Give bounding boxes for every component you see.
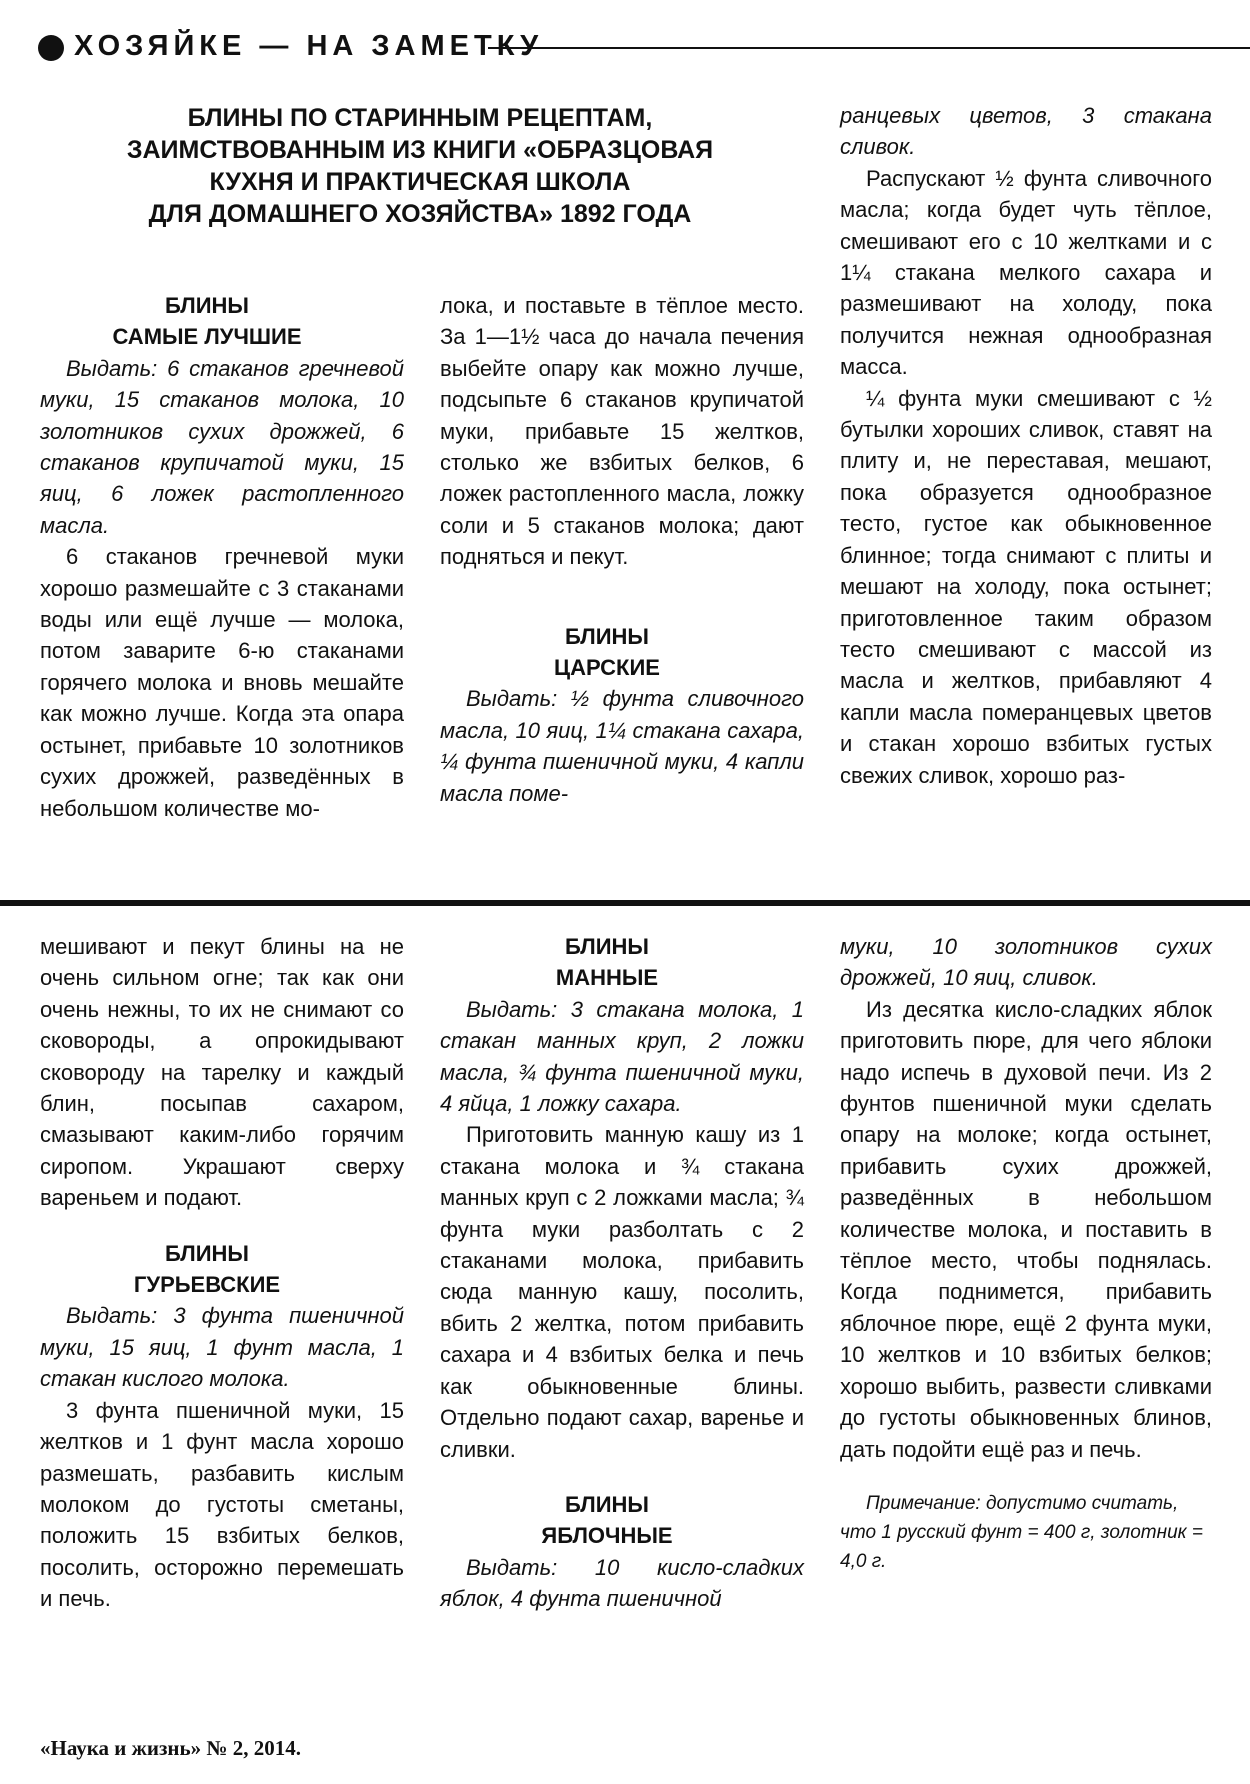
- article-title-line: ЗАИМСТВОВАННЫМ ИЗ КНИГИ «ОБРАЗЦОВАЯ: [126, 136, 714, 164]
- recipe-text: Распускают ½ фунта сливочного масла; когда будет чуть тёплое, смешивают его с 10 желтками и с 1¼ стакана мелкого сахара и размешивают на холоду, пока получится нежная однообразная масса.: [840, 165, 1212, 380]
- recipe-text: 3 фунта пшеничной муки, 15 желтков и 1 фунт масла хорошо размешать, разбавить кислым молоком до густоты сметаны, положить 15 взбитых белков, посолить, осторожно перемешать и печь.: [40, 1397, 404, 1612]
- column-top-3: [840, 100, 1212, 791]
- column-top-1: [40, 290, 404, 824]
- recipe-text: Из десятка кисло-сладких яблок приготовить пюре, для чего яблоки надо испечь в духовой печи. Из 2 фунтов пшеничной муки сделать опару на молоке; когда остынет, прибавить сухих дрожжей, разведённых в небольшом количестве молока, и поставить в тёплое место, чтобы поднялась. Когда поднимется, прибавить яблочное пюре, ещё 2 фунта муки, 10 желтков и 10 взбитых белков; хорошо выбить, развести сливками до густоты обыкновенных блинов, дать подойти ещё раз и печь.: [840, 996, 1212, 1462]
- article-title: [40, 102, 800, 230]
- recipe-text: ¼ фунта муки смешивают с ½ бутылки хороших сливок, ставят на плиту и, не переставая, мешают, пока образуется однообразное тесто, густое как обыкновенное блинное; тогда снимают с плиты и мешают на холоду, пока остынет; приготовленное таким образом тесто смешивают с массой из масла и желтков, прибавляют 4 капли масла померанцевых цветов и стакан хорошо взбитых густых свежих сливок, хорошо раз-: [840, 385, 1212, 788]
- recipe-text: лока, и поставьте в тёплое место. За 1—1½ часа до начала печения выбейте опару как можно лучше, подсыпьте 6 стаканов крупичатой муки, прибавьте 15 желтков, столько же взбитых белков, 6 ложек растопленного масла, ложку соли и 5 стаканов молока; дают подняться и пекут.: [440, 293, 804, 570]
- spacer: [40, 1214, 404, 1238]
- recipe-heading: [40, 1238, 404, 1301]
- bullet-dot-icon: [38, 35, 64, 61]
- recipe-heading: [440, 621, 804, 684]
- column-bottom-2: [440, 931, 804, 1615]
- column-top-2: [440, 290, 804, 809]
- rubric-header: [38, 28, 1250, 68]
- recipe-heading-line: БЛИНЫ: [565, 623, 649, 649]
- section-divider: [0, 900, 1250, 906]
- recipe-heading-line: БЛИНЫ: [165, 1240, 249, 1266]
- spacer: [440, 1465, 804, 1489]
- recipe-heading: [440, 1489, 804, 1552]
- recipe-heading-line: БЛИНЫ: [565, 934, 649, 959]
- header-rule: [488, 47, 1250, 49]
- column-bottom-1: [40, 931, 404, 1615]
- column-bottom-3: [840, 931, 1212, 1576]
- recipe-heading-line: САМЫЕ ЛУЧШИЕ: [112, 324, 302, 350]
- recipe-heading-line: МАННЫЕ: [555, 965, 659, 991]
- recipe-heading-line: ГУРЬЕВСКИЕ: [133, 1272, 281, 1298]
- recipe-text: мешивают и пекут блины на не очень сильном огне; так как они очень нежны, то их не снимают со сковороды, а опрокидывают сковороду на тарелку и каждый блин, посыпав сахаром, смазывают каким-либо горячим сиропом. Украшают сверху вареньем и подают.: [40, 934, 404, 1211]
- recipe-ingredients: ранцевых цветов, 3 стакана сливок.: [840, 103, 1212, 160]
- magazine-footer: «Наука и жизнь» № 2, 2014.: [40, 1736, 301, 1760]
- recipe-ingredients: Выдать: 6 стаканов гречневой муки, 15 стаканов молока, 10 золотников сухих дрожжей, 6 стаканов крупичатой муки, 15 яиц, 6 ложек растопленного масла.: [40, 355, 404, 538]
- recipe-ingredients: муки, 10 золотников сухих дрожжей, 10 яиц, сливок.: [840, 934, 1212, 991]
- spacer: [440, 573, 804, 621]
- article-title-line: ДЛЯ ДОМАШНЕГО ХОЗЯЙСТВА» 1892 ГОДА: [148, 200, 692, 228]
- recipe-heading-line: БЛИНЫ: [165, 293, 249, 318]
- recipe-heading: [40, 290, 404, 353]
- article-title-line: КУХНЯ И ПРАКТИЧЕСКАЯ ШКОЛА: [209, 168, 631, 196]
- recipe-heading-line: БЛИНЫ: [565, 1491, 649, 1517]
- recipe-text: Приготовить манную кашу из 1 стакана молока и ¾ стакана манных круп с 2 ложками масла; ¾ фунта муки разболтать с 2 стаканами молока, прибавить сюда манную кашу, посолить, вбить 2 желтка, потом прибавить сахара и 4 взбитых белка и печь как обыкновенные блины. Отдельно подают сахар, варенье и сливки.: [440, 1122, 804, 1462]
- rubric-title: ХОЗЯЙКЕ — НА ЗАМЕТКУ: [74, 30, 544, 62]
- recipe-heading-line: ЯБЛОЧНЫЕ: [541, 1523, 673, 1549]
- recipe-ingredients: Выдать: 10 кисло-сладких яблок, 4 фунта пшеничной: [440, 1554, 804, 1612]
- recipe-ingredients: Выдать: ½ фунта сливочного масла, 10 яиц, 1¼ стакана сахара, ¼ фунта пшеничной муки, 4 капли масла поме-: [440, 686, 804, 806]
- article-title-line: БЛИНЫ ПО СТАРИННЫМ РЕЦЕПТАМ,: [187, 104, 653, 132]
- recipe-ingredients: Выдать: 3 стакана молока, 1 стакан манных круп, 2 ложки масла, ¾ фунта пшеничной муки, 4 яйца, 1 ложку сахара.: [440, 996, 804, 1117]
- footnote: Примечание: допустимо считать, что 1 русский фунт = 400 г, золотник = 4,0 г.: [840, 1492, 1204, 1572]
- recipe-ingredients: Выдать: 3 фунта пшеничной муки, 15 яиц, 1 фунт масла, 1 стакан кислого молока.: [40, 1303, 404, 1392]
- spacer: [840, 1465, 1212, 1489]
- recipe-text: 6 стаканов гречневой муки хорошо размешайте с 3 стаканами воды или ещё лучше — молока, потом заварите 6-ю стаканами горячего молока и вновь мешайте как можно лучше. Когда эта опара остынет, прибавьте 10 золотников сухих дрожжей, разведённых в небольшом количестве мо-: [40, 544, 404, 821]
- recipe-heading-line: ЦАРСКИЕ: [554, 655, 660, 681]
- recipe-heading: [440, 931, 804, 994]
